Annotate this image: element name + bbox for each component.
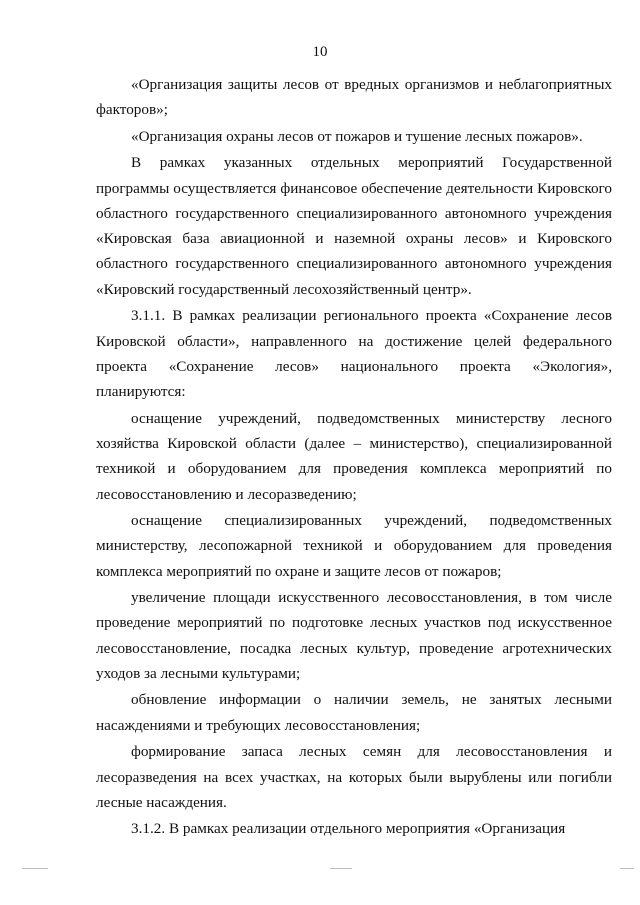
document-body bbox=[96, 72, 612, 843]
paragraph: «Организация защиты лесов от вредных организмов и неблагоприятных факторов»; bbox=[96, 76, 612, 119]
scan-mark-left bbox=[22, 868, 48, 869]
paragraph: оснащение учреждений, подведомственных министерству лесного хозяйства Кировской области (далее – министерство), специализированной техникой и оборудованием для проведения комплекса мероприятий по лесовосстановлению и лесоразведению; bbox=[96, 409, 612, 503]
paragraph: 3.1.2. В рамках реализации отдельного мероприятия «Организация bbox=[131, 820, 566, 838]
scan-mark-right bbox=[620, 868, 634, 869]
paragraph: формирование запаса лесных семян для лесовосстановления и лесоразведения на всех участках, на которых были вырублены или погибли лесные насаждения. bbox=[96, 743, 612, 811]
paragraph: увеличение площади искусственного лесовосстановления, в том числе проведение мероприятий по подготовке лесных участков под искусственное лесовосстановление, посадка лесных культур, проведение агротехнических уходов за лесными культурами; bbox=[96, 589, 612, 682]
page-number: 10 bbox=[312, 44, 328, 60]
scan-mark-center bbox=[330, 868, 352, 869]
paragraph: оснащение специализированных учреждений, подведомственных министерству, лесопожарной техникой и оборудованием для проведения комплекса мероприятий по охране и защите лесов от пожаров; bbox=[96, 511, 612, 580]
paragraph: В рамках указанных отдельных мероприятий Государственной программы осуществляется финансовое обеспечение деятельности Кировского областного государственного специализированного автономного учреждения «Кировская база авиационной и наземной охраны лесов» и Кировского областного государственного специализированного автономного учреждения «Кировский государственный лесохозяйственный центр». bbox=[96, 154, 612, 298]
paragraph: 3.1.1. В рамках реализации регионального проекта «Сохранение лесов Кировской области», направленного на достижение целей федерального проекта «Сохранение лесов» национального проекта «Экология», планируются: bbox=[96, 307, 612, 401]
paragraph: «Организация охраны лесов от пожаров и тушение лесных пожаров». bbox=[131, 127, 583, 145]
paragraph: обновление информации о наличии земель, не занятых лесными насаждениями и требующих лесовосстановления; bbox=[96, 691, 612, 734]
